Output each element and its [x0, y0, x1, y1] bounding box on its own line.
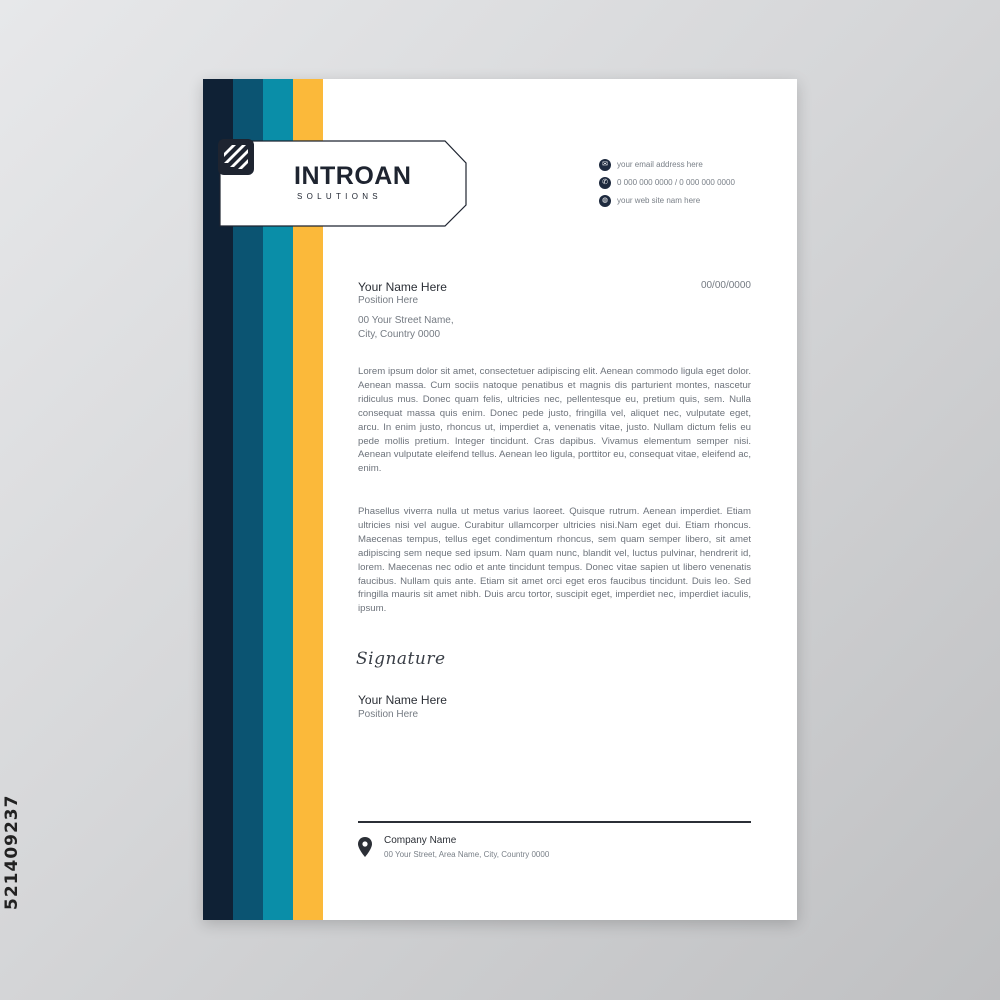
company-address: 00 Your Street, Area Name, City, Country 0000: [384, 850, 550, 859]
signer-name: Your Name Here: [358, 693, 447, 707]
location-pin-icon: [358, 837, 372, 857]
stock-id-label: 521409237: [2, 794, 22, 910]
recipient-street: 00 Your Street Name,: [358, 315, 454, 326]
email-icon: ✉: [599, 159, 611, 171]
footer-divider: [358, 821, 751, 823]
logo-tag: [218, 139, 468, 229]
recipient-city: City, Country 0000: [358, 329, 441, 340]
contact-email-text: your email address here: [617, 160, 703, 169]
contact-phone-text: 0 000 000 0000 / 0 000 000 0000: [617, 178, 735, 187]
brand-name: INTROAN: [294, 162, 412, 190]
recipient-position: Position Here: [358, 295, 419, 306]
contact-web-text: your web site nam here: [617, 196, 701, 205]
diagonal-stripes-logo-icon: [218, 139, 254, 175]
signer-position: Position Here: [358, 709, 419, 720]
signature-script: Signature: [356, 649, 446, 669]
recipient-name: Your Name Here: [358, 280, 447, 294]
brand-tagline: SOLUTIONS: [297, 192, 382, 201]
letterhead-page: [203, 79, 797, 920]
globe-icon: ◍: [599, 195, 611, 207]
body-paragraph-1: Lorem ipsum dolor sit amet, consectetuer adipiscing elit. Aenean commodo ligula eget dolor. Aenean massa. Cum sociis natoque penatibus et magnis dis parturient montes, nascetur ridiculus mus. Donec quam felis, ultricies nec, pellentesque eu, pretium quis, sem. Nulla consequat massa quis enim. Donec pede justo, fringilla vel, aliquet nec, vulputate eget, arcu. In enim justo, rhoncus ut, imperdiet a, venenatis vitae, justo. Nullam dictum felis eu pede mollis pretium. Integer tincidunt. Cras dapibus. Vivamus elementum semper nisi. Aenean vulputate eleifend tellus. Aenean leo ligula, porttitor eu, consequat vitae, eleifend ac, enim.: [358, 366, 751, 475]
company-name: Company Name: [384, 835, 457, 846]
body-paragraph-2: Phasellus viverra nulla ut metus varius laoreet. Quisque rutrum. Aenean imperdiet. Etiam ultricies nisi vel augue. Curabitur ullamcorper ultricies nisi.Nam eget dui. Etiam rhoncus. Maecenas tempus, tellus eget condimentum rhoncus, sem quam semper libero, sit amet adipiscing sem neque sed ipsum. Nam quam nunc, blandit vel, luctus pulvinar, hendrerit id, lorem. Maecenas nec odio et ante tincidunt tempus. Donec vitae sapien ut libero venenatis faucibus. Nullam quis ante. Etiam sit amet orci eget eros faucibus tincidunt. Duis leo. Sed fringilla mauris sit amet nibh. Duis arcu tortor, suscipit eget, imperdiet nec, imperdiet iaculis, ipsum.: [358, 506, 751, 615]
letter-date: 00/00/0000: [700, 280, 751, 291]
phone-icon: ✆: [599, 177, 611, 189]
